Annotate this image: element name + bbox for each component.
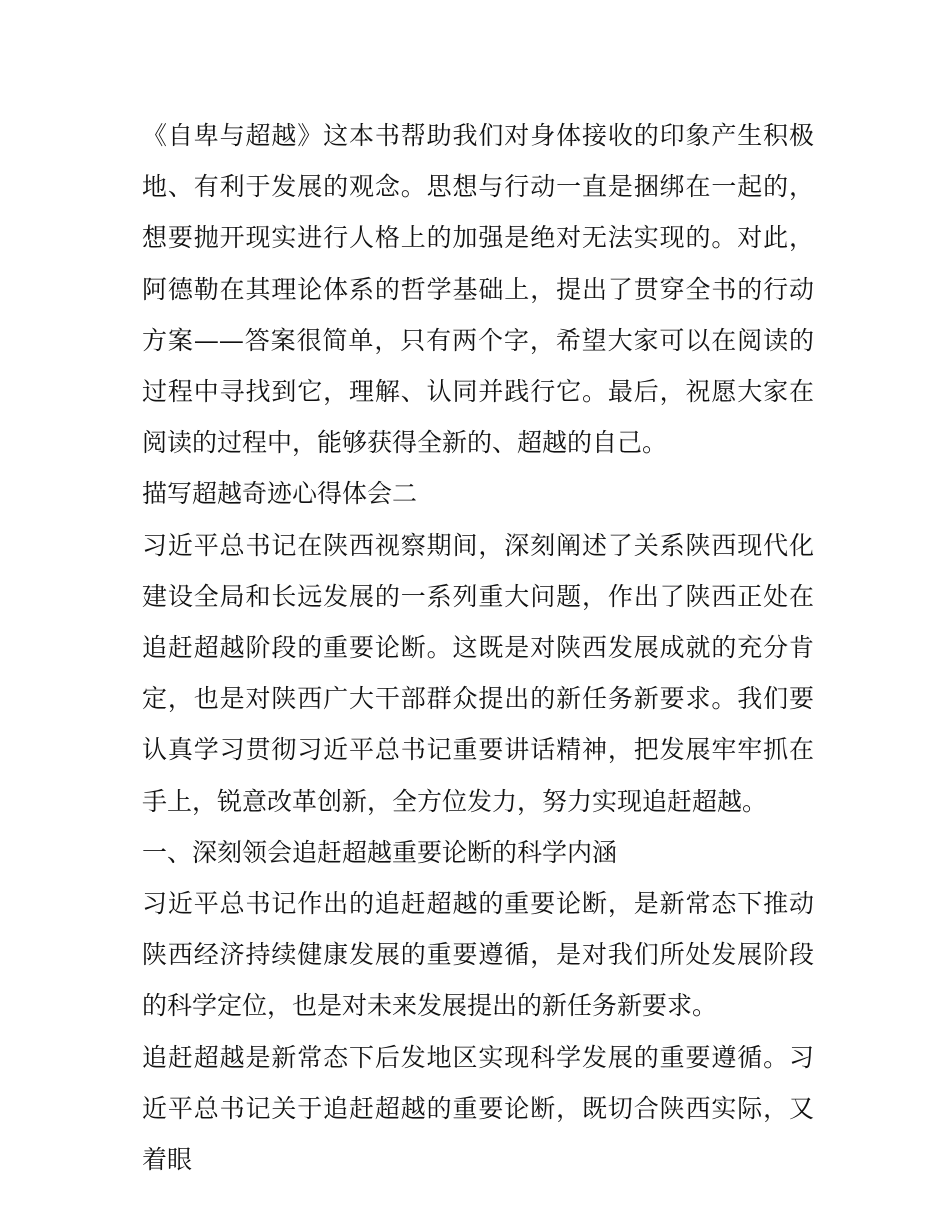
paragraph-catch-up-guideline: 追赶超越是新常态下后发地区实现科学发展的重要遵循。习近平总书记关于追赶超越的重要论断，既切合陕西实际，又着眼 [142,1042,814,1175]
paragraph-self-inferiority: 《自卑与超越》这本书帮助我们对身体接收的印象产生积极地、有利于发展的观念。思想与行动一直是捆绑在一起的，想要抛开现实进行人格上的加强是绝对无法实现的。对此，阿德勒在其理论体系的哲学基础上，提出了贯穿全书的行动方案——答案很简单，只有两个字，希望大家可以在阅读的过程中寻找到它，理解、认同并践行它。最后，祝愿大家在阅读的过程中，能够获得全新的、超越的自己。 [142,121,814,458]
paragraph-shaanxi-inspection: 习近平总书记在陕西视察期间，深刻阐述了关系陕西现代化建设全局和长远发展的一系列重大问题，作出了陕西正处在追赶超越阶段的重要论断。这既是对陕西发展成就的充分肯定，也是对陕西广大干部群众提出的新任务新要求。我们要认真学习贯彻习近平总书记重要讲话精神，把发展牢牢抓在手上，锐意改革创新，全方位发力，努力实现追赶超越。 [142,530,814,816]
paragraph-catch-up-judgment: 习近平总书记作出的追赶超越的重要论断，是新常态下推动陕西经济持续健康发展的重要遵循，是对我们所处发展阶段的科学定位，也是对未来发展提出的新任务新要求。 [142,889,814,1021]
section-heading-one: 一、深刻领会追赶超越重要论断的科学内涵 [142,837,618,867]
document-page [142,110,814,1185]
section-heading-experience-two: 描写超越奇迹心得体会二 [142,479,418,509]
